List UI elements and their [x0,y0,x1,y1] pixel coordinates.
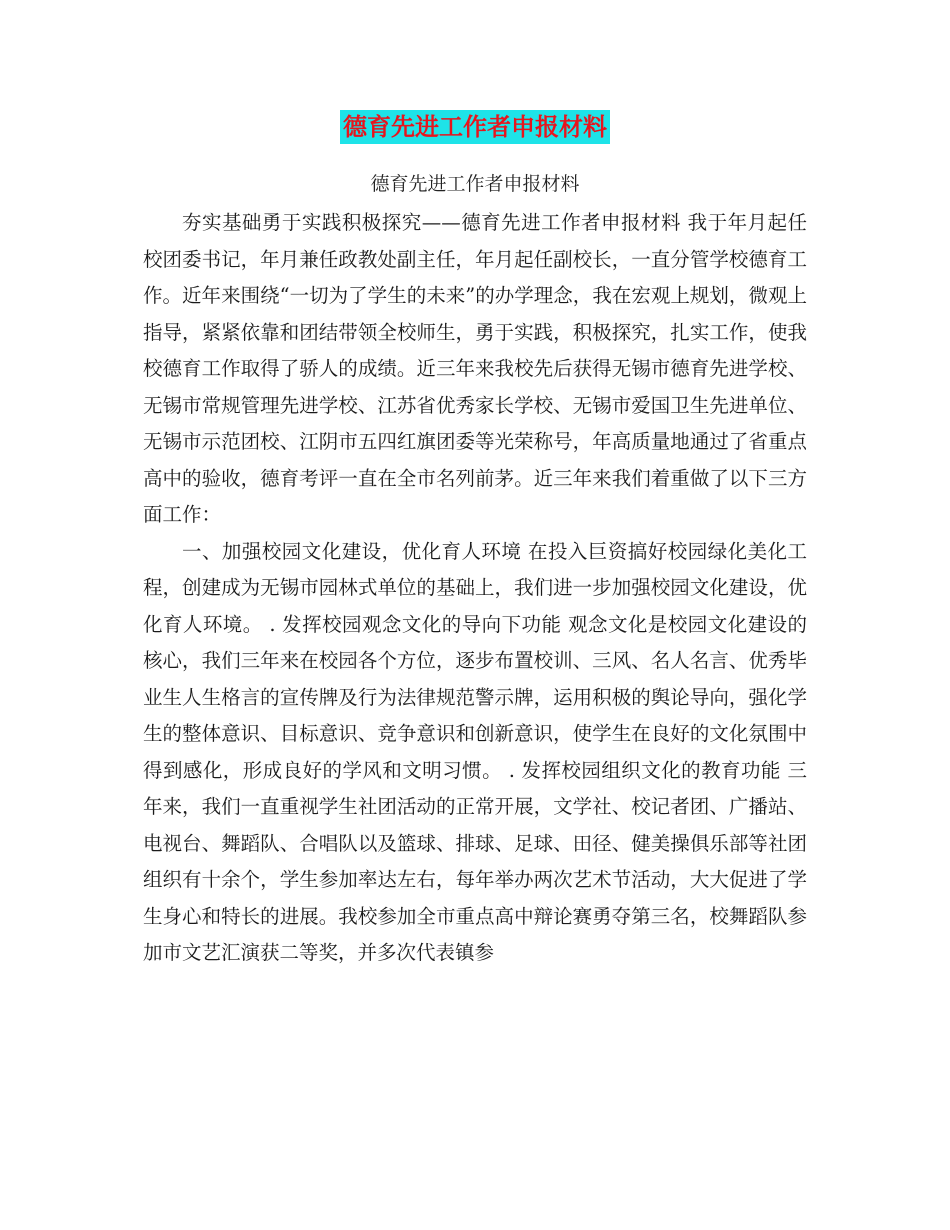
paragraph: 夯实基础勇于实践积极探究——德育先进工作者申报材料 我于年月起任校团委书记，年月兼任政教处副主任，年月起任副校长，一直分管学校德育工作。近年来围绕“一切为了学生的未来”的办学理念，我在宏观上规划，微观上指导，紧紧依靠和团结带领全校师生，勇于实践，积极探究，扎实工作，使我校德育工作取得了骄人的成绩。近三年来我校先后获得无锡市德育先进学校、无锡市常规管理先进学校、江苏省优秀家长学校、无锡市爱国卫生先进单位、无锡市示范团校、江阴市五四红旗团委等光荣称号，年高质量地通过了省重点高中的验收，德育考评一直在全市名列前茅。近三年来我们着重做了以下三方面工作： [143,211,807,526]
title-container [0,110,950,144]
document-body [143,205,807,972]
paragraph: 一、加强校园文化建设，优化育人环境 在投入巨资搞好校园绿化美化工程，创建成为无锡市园林式单位的基础上，我们进一步加强校园文化建设，优化育人环境。 . 发挥校园观念文化的导向下功能 观念文化是校园文化建设的核心，我们三年来在校园各个方位，逐步布置校训、三风、名人名言、优秀毕业生人生格言的宣传牌及行为法律规范警示牌，运用积极的舆论导向，强化学生的整体意识、目标意识、竞争意识和创新意识，使学生在良好的文化氛围中得到感化，形成良好的学风和文明习惯。 . 发挥校园组织文化的教育功能 三年来，我们一直重视学生社团活动的正常开展，文学社、校记者团、广播站、电视台、舞蹈队、合唱队以及篮球、排球、足球、田径、健美操俱乐部等社团组织有十余个，学生参加率达左右，每年举办两次艺术节活动，大大促进了学生身心和特长的进展。我校参加全市重点高中辩论赛勇夺第三名，校舞蹈队参加市文艺汇演获二等奖，并多次代表镇参 [143,539,807,964]
document-subtitle: 德育先进工作者申报材料 [370,173,580,195]
document-title: 德育先进工作者申报材料 [340,110,610,144]
